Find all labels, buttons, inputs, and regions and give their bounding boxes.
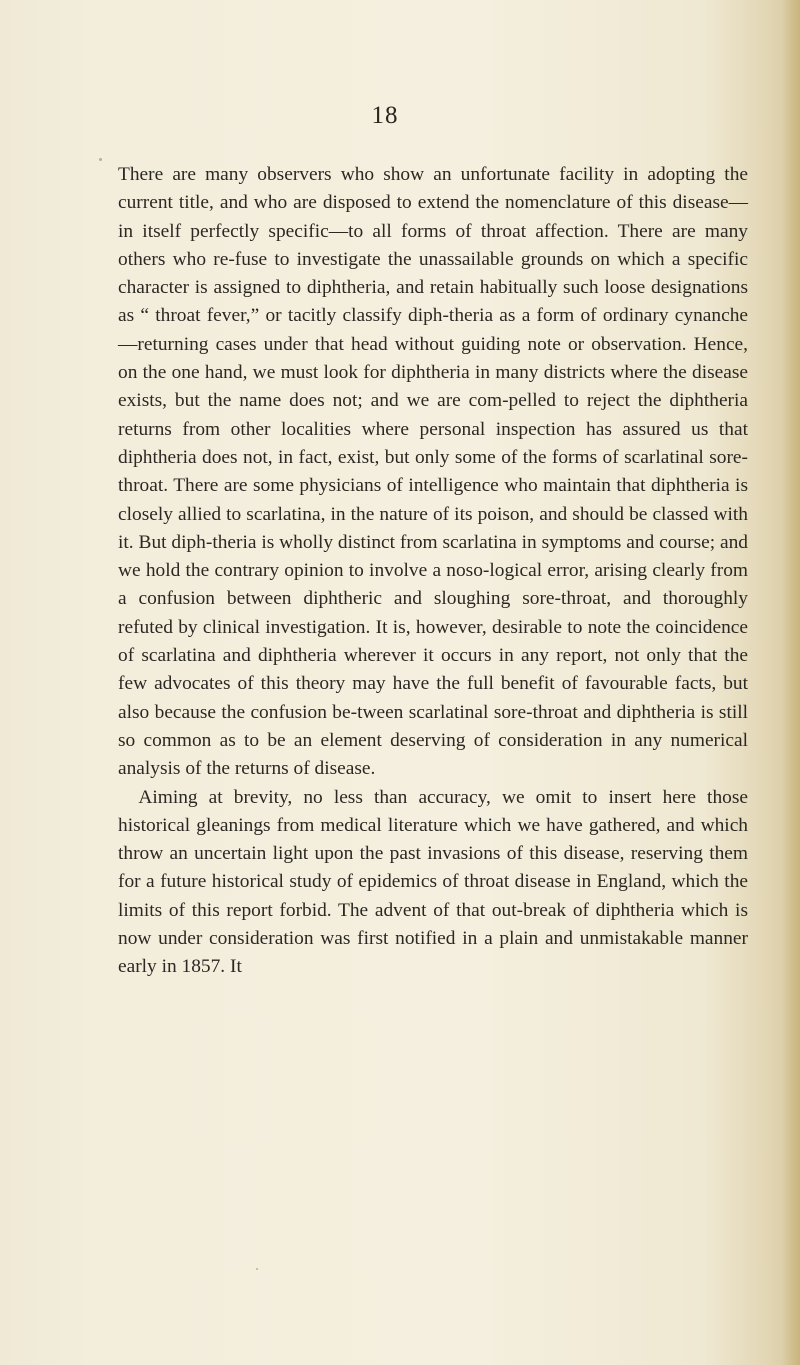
page-edge-shadow — [782, 0, 800, 1365]
paper-speck — [256, 1268, 258, 1270]
paper-speck — [99, 158, 102, 161]
paragraph-2: Aiming at brevity, no less than accuracy, we omit to insert here those historical gleanings from medical literature which we have gathered, and which throw an uncertain light upon the past invasions of this disease, reserving them for a future historical study of epidemics of throat disease in England, which the limits of this report forbid. The advent of that out-break of diphtheria which is now under consideration was first notified in a plain and unmistakable manner early in 1857. It — [118, 786, 748, 978]
body-text — [118, 161, 748, 982]
page-number: 18 — [371, 102, 399, 129]
paragraph-1: There are many observers who show an unfortunate facility in adopting the current title, and who are disposed to extend the nomenclature of this disease—in itself perfectly specific—to all forms of throat affection. There are many others who re-fuse to investigate the unassailable grounds on which a specific character is assigned to diphtheria, and retain habitually such loose designations as “ throat fever,” or tacitly classify diph-theria as a form of ordinary cynanche—returning cases under that head without guiding note or observation. Hence, on the one hand, we must look for diphtheria in many districts where the disease exists, but the name does not; and we are com-pelled to reject the diphtheria returns from other localities where personal inspection has assured us that diphtheria does not, in fact, exist, but only some of the forms of scarlatinal sore-throat. There are some physicians of intelligence who maintain that diphtheria is closely allied to scarlatina, in the nature of its poison, and should be classed with it. But diph-theria is wholly distinct from scarlatina in symptoms and course; and we hold the contrary opinion to involve a noso-logical error, arising clearly from a confusion between diphtheric and sloughing sore-throat, and thoroughly refuted by clinical investigation. It is, however, desirable to note the coincidence of scarlatina and diphtheria wherever it occurs in any report, not only that the few advocates of this theory may have the full benefit of favourable facts, but also because the confusion be-tween scarlatinal sore-throat and diphtheria is still so common as to be an element deserving of consideration in any numerical analysis of the returns of disease. — [118, 164, 748, 780]
